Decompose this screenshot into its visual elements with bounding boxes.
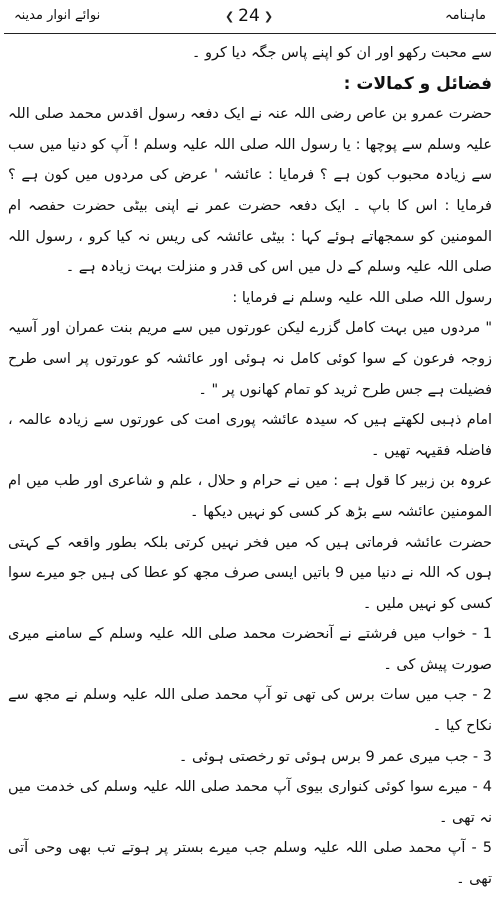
article-body (8, 38, 492, 895)
intro-line: سے محبت رکھو اور ان کو اپنے پاس جگہ دیا کرو ۔ (191, 45, 492, 61)
section-heading: فضائل و کمالات : (343, 73, 492, 94)
paragraph-1: حضرت عمرو بن عاص رضی اللہ عنہ نے ایک دفعہ رسول اقدس محمد صلی اللہ علیہ وسلم سے پوچھا : یا رسول اللہ صلی اللہ علیہ وسلم ! آپ کو دنیا میں سب سے زیادہ محبوب کون ہے ؟ فرمایا : عائشہ ' عرض کی مردوں میں کون ہے ؟ فرمایا : اس کا باپ ۔ ایک دفعہ حضرت عمر نے اپنی بیٹی حضرت حفصہ ام المومنین کو سمجھاتے ہوئے کہا : بیٹی عائشہ کی ریس نہ کیا کرو ، رسول اللہ صلی اللہ علیہ وسلم کے دل میں اس کی قدر و منزلت بہت زیادہ ہے ۔ (8, 106, 492, 276)
list-item-2: 2 - جب میں سات برس کی تھی تو آپ محمد صلی اللہ علیہ وسلم نے مجھ سے نکاح کیا ۔ (8, 687, 492, 735)
header-divider (4, 33, 496, 34)
paragraph-6: حضرت عائشہ فرماتی ہیں کہ میں فخر نہیں کرتی بلکہ بطور واقعہ کے کہتی ہوں کہ اللہ نے دنیا میں 9 باتیں ایسی صرف مجھ کو عطا کی ہیں جو میرے سوا کسی کو نہیں ملیں ۔ (8, 534, 492, 612)
hadith-quote: " مردوں میں بہت کامل گزرے لیکن عورتوں میں سے مریم بنت عمران اور آسیہ زوجہ فرعون کے سوا کوئی کامل نہ ہوئی اور عائشہ کو عورتوں پر اسی طرح فضیلت ہے جس طرح ثرید کو تمام کھانوں پر " ۔ (8, 320, 492, 398)
paragraph-4: امام ذہبی لکھتے ہیں کہ سیدہ عائشہ پوری امت کی عورتوں سے زیادہ عالمہ ، فاضلہ فقیہہ تھیں ۔ (8, 412, 492, 459)
list-item-5: 5 - آپ محمد صلی اللہ علیہ وسلم جب میرے بستر پر ہوتے تب بھی وحی آتی تھی ۔ (8, 840, 492, 888)
right-ornament-icon: ❯ (263, 10, 274, 23)
page-header (0, 0, 500, 36)
page-number: 24 (238, 6, 260, 26)
paragraph-2: رسول اللہ صلی اللہ علیہ وسلم نے فرمایا : (232, 289, 492, 306)
magazine-title: ماہنامہ (444, 8, 486, 23)
magazine-subtitle: نوائے انوار مدینہ (14, 8, 101, 23)
list-item-3: 3 - جب میری عمر 9 برس ہوئی تو رخصتی ہوئی ۔ (178, 748, 492, 765)
left-ornament-icon: ❮ (224, 10, 235, 23)
paragraph-5: عروہ بن زبیر کا قول ہے : میں نے حرام و حلال ، علم و شاعری اور طب میں ام المومنین عائشہ سے بڑھ کر کسی کو نہیں دیکھا ۔ (8, 473, 492, 520)
list-item-1: 1 - خواب میں فرشتے نے آنحضرت محمد صلی اللہ علیہ وسلم کے سامنے میری صورت پیش کی ۔ (8, 626, 492, 673)
page-number-ornament (218, 2, 280, 30)
list-item-4: 4 - میرے سوا کوئی کنواری بیوی آپ محمد صلی اللہ علیہ وسلم کی خدمت میں نہ تھی ۔ (8, 779, 492, 826)
